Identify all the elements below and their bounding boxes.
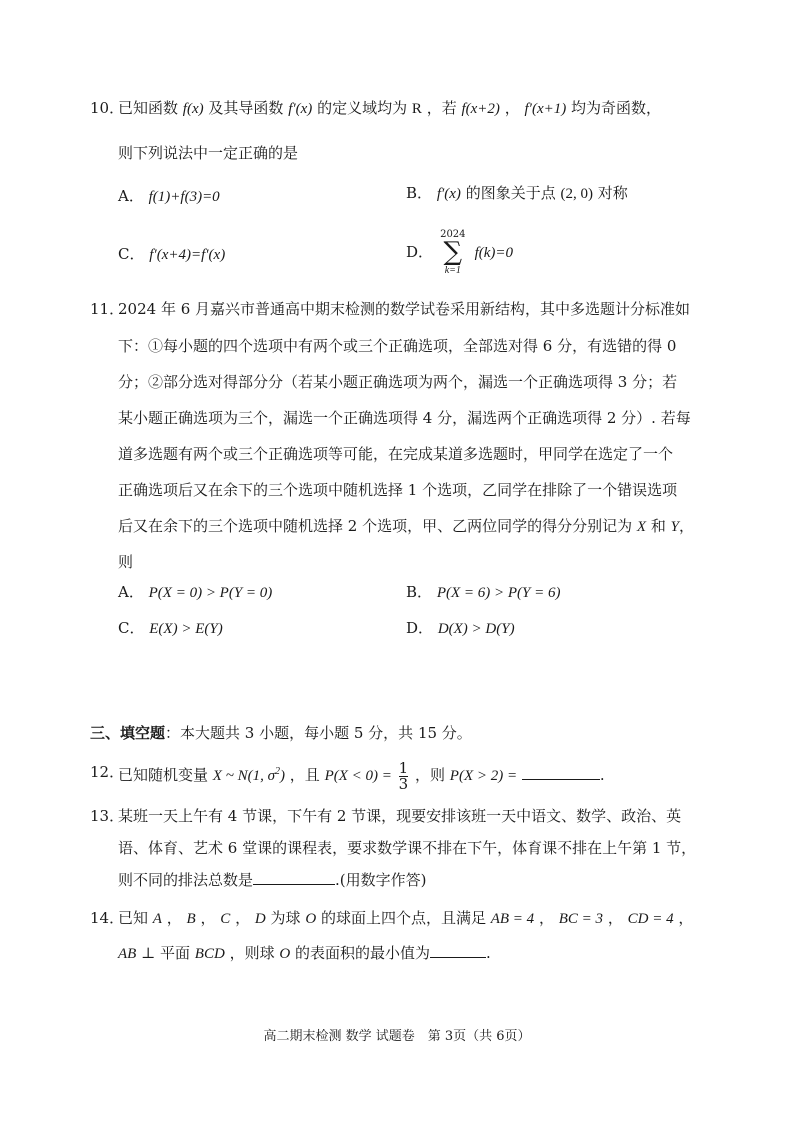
q11-option-b <box>406 582 561 603</box>
q10-text: 及其导函数 <box>208 99 284 117</box>
q11-line <box>118 516 694 537</box>
q10-option-b <box>406 183 628 204</box>
q14-number: 14． <box>90 909 125 927</box>
point-b: B <box>186 911 196 927</box>
q14-math: BCD <box>194 946 225 962</box>
q13-text: 则不同的排法总数是 <box>118 871 254 889</box>
q11-number: 11． <box>90 300 125 318</box>
q13-line: 语、体育、艺术 6 堂课的课程表，要求数学课不排在下午，体育课不排在上午第 1 节， <box>118 839 697 857</box>
sum-upper-limit: 2024 <box>440 229 466 240</box>
section-description: ：本大题共 3 小题，每小题 5 分，共 15 分。 <box>165 724 472 742</box>
point-c: C <box>220 911 231 927</box>
option-text: 的图象关于点 <box>465 184 556 202</box>
q10-number: 10． <box>90 99 125 117</box>
option-math: D(X) > D(Y) <box>437 621 515 637</box>
option-label: A． <box>118 187 144 205</box>
q14-end: . <box>486 944 491 962</box>
q14-text: ， <box>607 909 623 927</box>
q11-line: 正确选项后又在余下的三个选项中随机选择 1 个选项，乙同学在排除了一个错误选项 <box>118 481 678 499</box>
q14-text: 为球 <box>270 909 301 927</box>
q14-line2 <box>118 943 491 964</box>
sphere-o: O <box>305 911 317 927</box>
q11-line: 2024 年 6 月嘉兴市普通高中期末检测的数学试卷采用新结构，其中多选题计分标准如 <box>118 300 691 318</box>
q12-math-part: ) <box>279 768 285 784</box>
q11-option-c <box>118 618 223 639</box>
q13-number: 13． <box>90 807 125 825</box>
answer-blank[interactable] <box>522 765 600 780</box>
q10-math: f(x+2) <box>461 101 500 117</box>
option-label: A． <box>118 583 144 601</box>
q12-math-part: X ~ N(1, σ <box>212 768 275 784</box>
q10-math: f(x) <box>182 101 204 117</box>
q14-math: BC = 3 <box>558 911 604 927</box>
q12-text: 已知随机变量 <box>118 766 209 784</box>
page-footer: 高二期末检测 数学 试题卷 第 3页（共 6页） <box>263 1029 531 1044</box>
q12-superscript: 2 <box>274 766 280 777</box>
fraction-numerator: 1 <box>398 758 409 777</box>
option-label: B． <box>406 184 433 202</box>
q14-math: AB <box>118 946 137 962</box>
option-math: f′(x+4)=f′(x) <box>149 247 226 263</box>
q11-option-a <box>118 582 272 603</box>
option-math: f′(x) <box>436 186 461 202</box>
q11-line: 某小题正确选项为三个，漏选一个正确选项得 4 分，漏选两个正确选项得 2 分）. 若每 <box>118 409 691 427</box>
q10-math: f′(x+1) <box>524 101 567 117</box>
perpendicular-symbol: ⊥ <box>141 944 156 962</box>
q14-text: ， <box>235 909 251 927</box>
section-title: 三、填空题 <box>90 724 166 742</box>
option-label: C． <box>118 619 145 637</box>
q14-text: ， <box>678 909 694 927</box>
q14-text: ， <box>166 909 182 927</box>
sigma-glyph: ∑ <box>443 237 463 267</box>
sphere-o: O <box>279 946 291 962</box>
var-y: Y <box>670 519 679 535</box>
point-d: D <box>254 911 266 927</box>
q11-text: 和 <box>650 517 666 535</box>
fraction <box>398 758 409 793</box>
q13-line <box>118 870 427 890</box>
q10-math: R <box>411 101 422 117</box>
q11-line: 道多选题有两个或三个正确选项等可能，在完成某道多选题时，甲同学在选定了一个 <box>118 445 674 463</box>
q10-option-c <box>118 244 225 265</box>
q12-text: ，则 <box>414 766 445 784</box>
option-label: B． <box>406 583 433 601</box>
q14-text: 的球面上四个点，且满足 <box>320 909 486 927</box>
option-math: f(1)+f(3)=0 <box>148 189 220 205</box>
q10-text: ，若 <box>426 99 457 117</box>
q10-option-d <box>406 228 513 277</box>
q14-math: AB = 4 <box>490 911 535 927</box>
q10-text: 已知函数 <box>118 99 179 117</box>
option-math: E(X) > E(Y) <box>149 621 223 637</box>
answer-blank[interactable] <box>253 870 335 885</box>
option-math: P(X = 6) > P(Y = 6) <box>436 585 561 601</box>
q11-line: 下：①每小题的四个选项中有两个或三个正确选项，全部选对得 6 分，有选错的得 0 <box>118 337 677 355</box>
q12-end: . <box>599 766 605 784</box>
q14-text: ，则球 <box>229 944 275 962</box>
var-x: X <box>636 519 647 535</box>
q13-line: 某班一天上午有 4 节课，下午有 2 节课，现要安排该班一天中语文、数学、政治、英 <box>118 807 682 825</box>
q10-text: ， <box>504 99 520 117</box>
q10-text: 的定义域均为 <box>317 99 408 117</box>
q10-math: f′(x) <box>288 101 313 117</box>
q14-line1 <box>118 908 693 929</box>
option-text: 对称 <box>597 184 628 202</box>
q12-number: 12． <box>90 763 125 781</box>
option-label: D． <box>406 619 434 637</box>
q12-math <box>213 768 285 784</box>
q14-math: CD = 4 <box>627 911 674 927</box>
q10-option-a <box>118 186 220 207</box>
q14-text: ， <box>538 909 554 927</box>
q12-math: P(X < 0) = <box>324 768 392 784</box>
q11-line: 分；②部分选对得部分分（若某小题正确选项为两个，漏选一个正确选项得 3 分；若 <box>118 373 678 391</box>
q10-stem-line2: 则下列说法中一定正确的是 <box>118 144 299 162</box>
point-a: A <box>152 911 162 927</box>
option-math: f(k)=0 <box>474 245 514 261</box>
answer-blank[interactable] <box>430 943 486 958</box>
option-math: P(X = 0) > P(Y = 0) <box>148 585 273 601</box>
fraction-denominator: 3 <box>398 774 409 793</box>
section-heading <box>90 723 472 743</box>
q14-text: ， <box>200 909 216 927</box>
q12-math: P(X > 2) = <box>449 768 518 784</box>
q13-text: .(用数字作答) <box>335 871 427 889</box>
q11-line: 则 <box>118 553 134 571</box>
q11-option-d <box>406 618 515 639</box>
q14-text: 已知 <box>118 909 149 927</box>
option-label: D． <box>406 243 434 261</box>
q10-text: 均为奇函数， <box>571 99 662 117</box>
q11-text: ， <box>678 517 694 535</box>
summation-symbol <box>438 229 468 277</box>
q12-text: ，且 <box>289 766 320 784</box>
q14-text: 的表面积的最小值为 <box>295 944 431 962</box>
q11-text: 后又在余下的三个选项中随机选择 2 个选项，甲、乙两位同学的得分分别记为 <box>118 517 633 535</box>
q10-stem-line1 <box>118 98 661 119</box>
q12-stem <box>118 752 605 796</box>
option-math: (2, 0) <box>560 186 593 202</box>
option-label: C． <box>118 245 145 263</box>
sum-lower-limit: k=1 <box>444 265 461 276</box>
q14-text: 平面 <box>160 944 191 962</box>
